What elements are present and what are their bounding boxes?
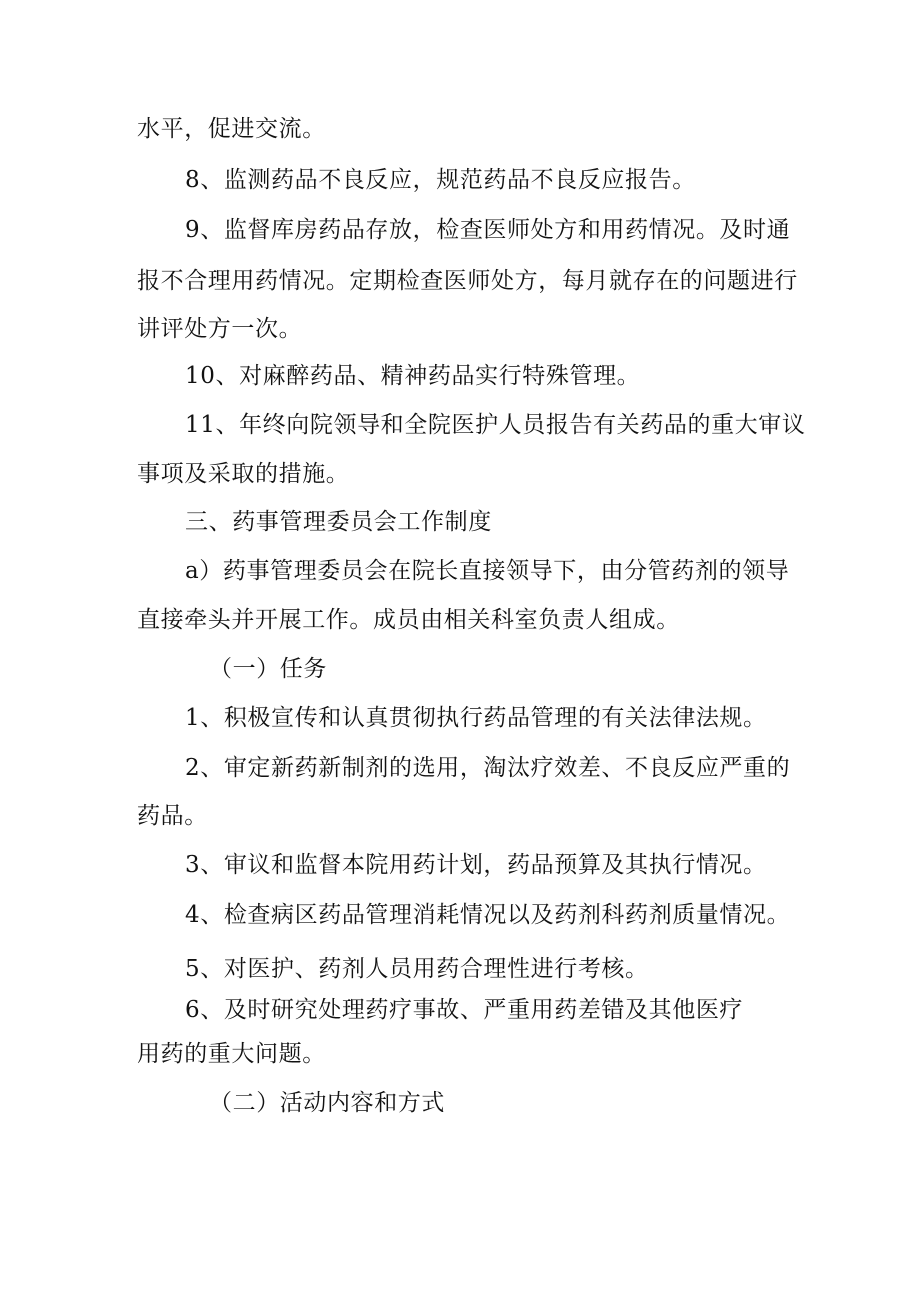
text-line: 11、年终向院领导和全院医护人员报告有关药品的重大审议 — [185, 412, 806, 438]
text-line: a）药事管理委员会在院长直接领导下，由分管药剂的领导 — [185, 558, 790, 584]
text-line: 讲评处方一次。 — [137, 316, 303, 342]
section-heading: 三、药事管理委员会工作制度 — [185, 509, 492, 535]
text-line: 4、检查病区药品管理消耗情况以及药剂科药剂质量情况。 — [185, 902, 791, 928]
text-line: 报不合理用药情况。定期检查医师处方，每月就存在的问题进行 — [137, 268, 798, 294]
text-line: 10、对麻醉药品、精神药品实行特殊管理。 — [185, 363, 641, 389]
text-line: 药品。 — [137, 803, 208, 829]
text-line: 水平，促进交流。 — [137, 116, 326, 142]
text-line: 8、监测药品不良反应，规范药品不良反应报告。 — [185, 167, 696, 193]
text-line: 5、对医护、药剂人员用药合理性进行考核。 — [185, 956, 649, 982]
text-line: 9、监督库房药品存放，检查医师处方和用药情况。及时通 — [185, 217, 791, 243]
subsection-heading: （二）活动内容和方式 — [209, 1090, 445, 1116]
text-line: 直接牵头并开展工作。成员由相关科室负责人组成。 — [137, 607, 680, 633]
text-line: 事项及采取的措施。 — [137, 461, 350, 487]
text-line: 1、积极宣传和认真贯彻执行药品管理的有关法律法规。 — [185, 705, 767, 731]
text-line: 2、审定新药新制剂的选用，淘汰疗效差、不良反应严重的 — [185, 755, 791, 781]
subsection-heading: （一）任务 — [209, 656, 327, 682]
text-line: 用药的重大问题。 — [137, 1041, 326, 1067]
text-line: 3、审议和监督本院用药计划，药品预算及其执行情况。 — [185, 852, 767, 878]
text-line: 6、及时研究处理药疗事故、严重用药差错及其他医疗 — [185, 997, 744, 1023]
